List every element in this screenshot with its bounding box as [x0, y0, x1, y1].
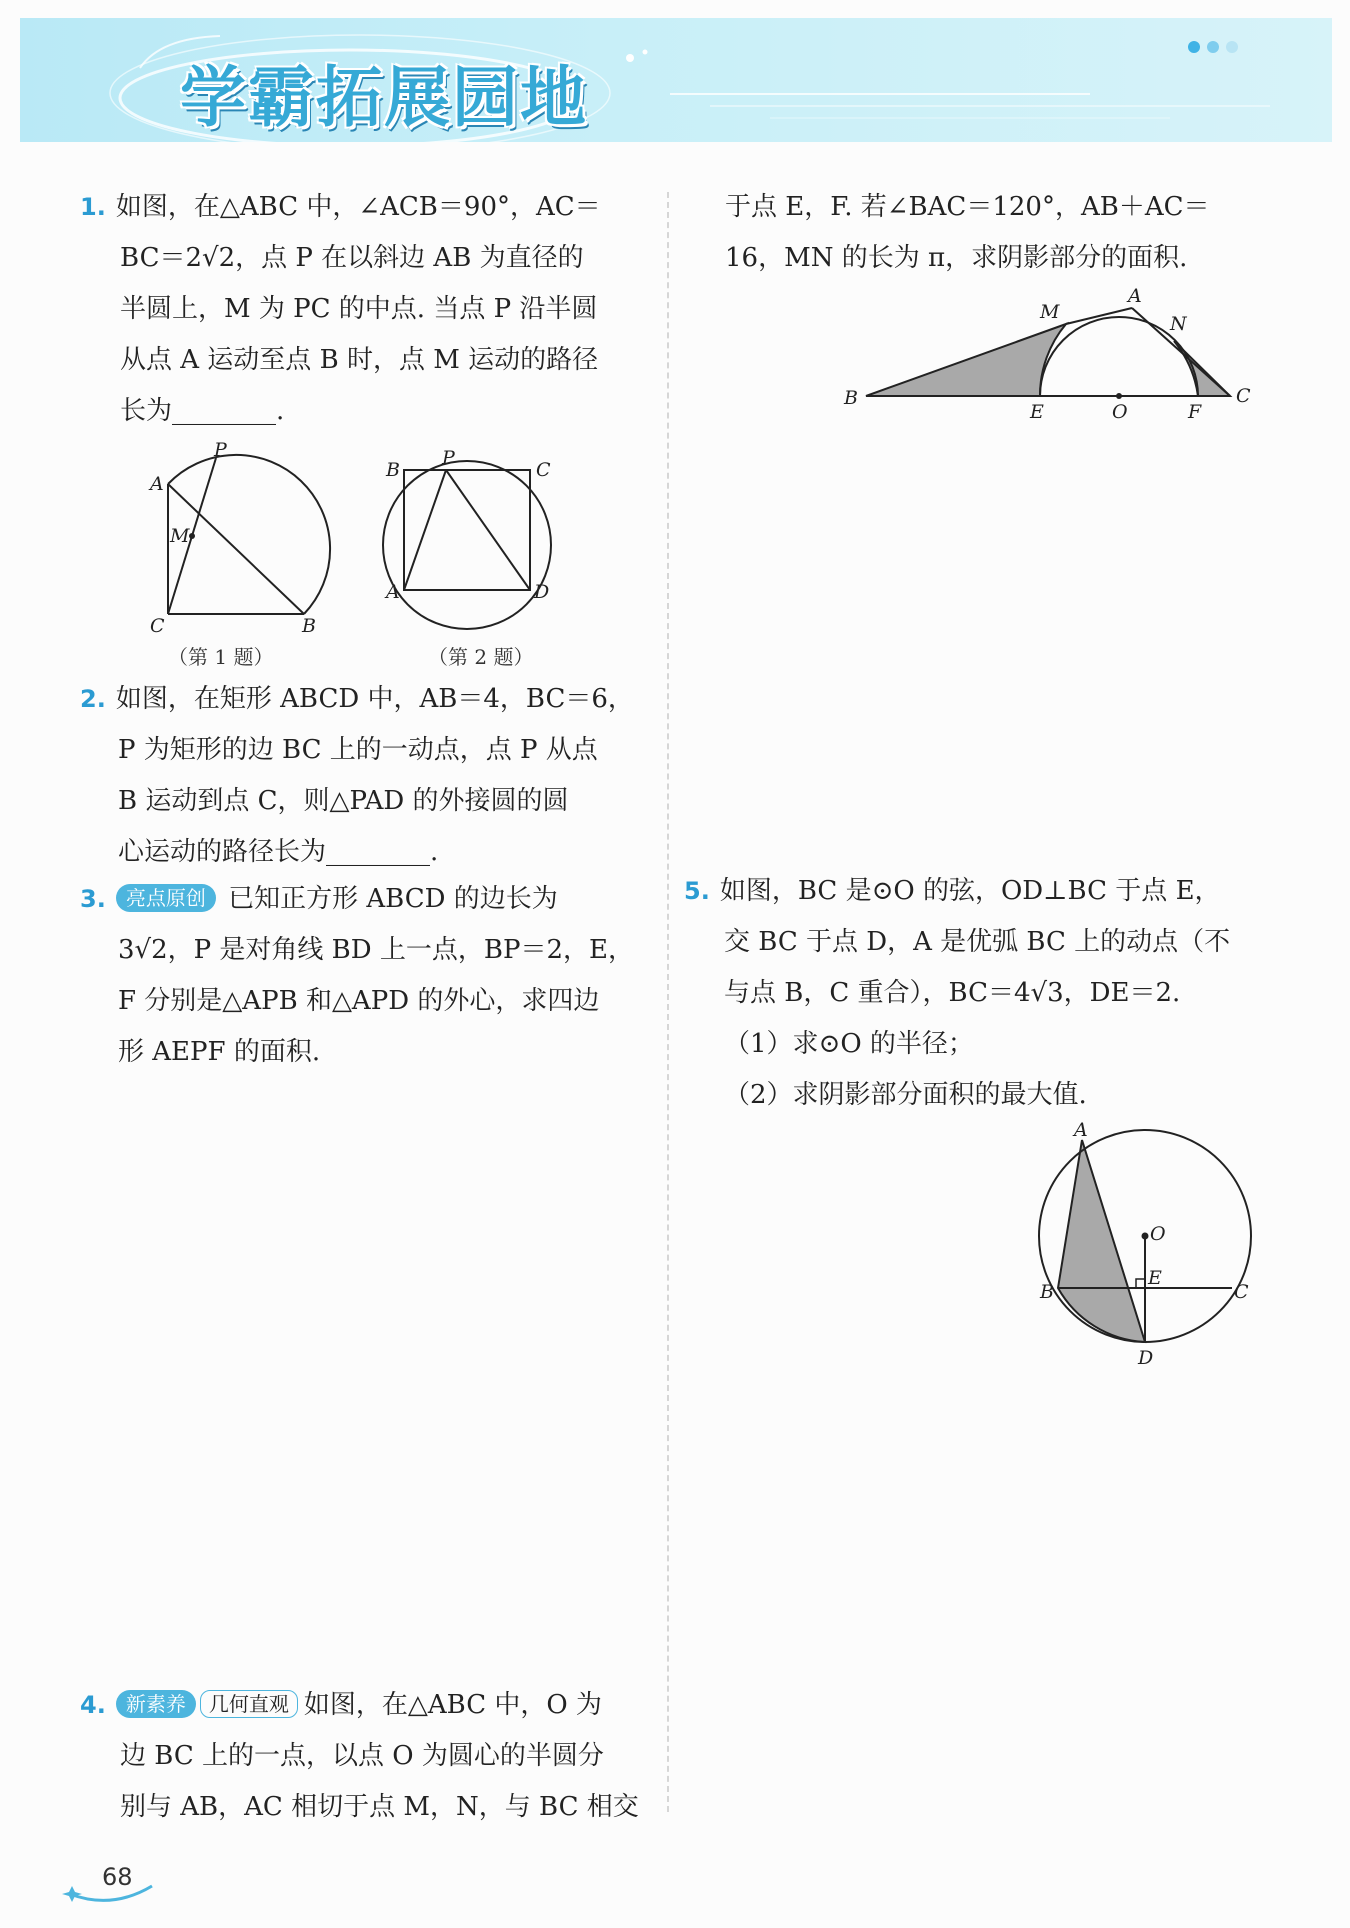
label-C: C [536, 459, 551, 481]
label-M: M [170, 525, 190, 547]
figure-1-caption: （第 1 题） [168, 645, 274, 669]
question-line: 3√2，P 是对角线 BD 上一点，BP＝2，E， [118, 935, 635, 965]
label-N: N [1170, 313, 1187, 335]
header-banner [20, 18, 1332, 142]
question-line: 于点 E，F. 若∠BAC＝120°，AB＋AC＝ [725, 192, 1210, 222]
figure-4 [840, 284, 1260, 424]
dot-2 [1207, 41, 1219, 53]
question-line: 如图，在矩形 ABCD 中，AB＝4，BC＝6， [115, 684, 634, 714]
label-E: E [1148, 1267, 1162, 1289]
question-line: 形 AEPF 的面积. [118, 1037, 321, 1067]
label-E: E [1030, 401, 1044, 423]
label-M: M [1040, 301, 1060, 323]
question-line: 半圆上，M 为 PC 的中点. 当点 P 沿半圆 [120, 294, 598, 324]
figure-2 [380, 448, 580, 644]
question-1 [80, 182, 650, 437]
label-P: P [442, 448, 455, 469]
label-O: O [1150, 1223, 1166, 1245]
label-B: B [386, 459, 400, 481]
question-line: 别与 AB，AC 相切于点 M，N，与 BC 相交 [120, 1792, 639, 1822]
label-A: A [1074, 1120, 1088, 1141]
question-line: （1）求⊙O 的半径； [724, 1029, 974, 1059]
label-C: C [1236, 385, 1251, 407]
question-5 [684, 866, 1284, 1121]
column-divider [667, 192, 669, 1812]
question-number: 2. [80, 685, 106, 713]
question-4-continued [725, 182, 1285, 284]
label-O: O [1112, 401, 1128, 423]
figure-5 [1030, 1120, 1270, 1370]
label-F: F [1188, 401, 1202, 423]
question-number: 4. [80, 1691, 106, 1719]
question-number: 5. [684, 877, 710, 905]
label-P: P [214, 440, 227, 461]
label-B: B [302, 615, 316, 637]
page-number: 68 [102, 1863, 133, 1891]
question-line: BC＝2√2，点 P 在以斜边 AB 为直径的 [120, 243, 584, 273]
question-line: F 分别是△APB 和△APD 的外心，求四边 [118, 986, 600, 1016]
section-title: 学霸拓展园地 [180, 59, 588, 136]
question-line: 如图，在△ABC 中，∠ACB＝90°，AC＝ [115, 192, 601, 222]
question-number: 1. [80, 193, 106, 221]
label-D: D [534, 581, 550, 603]
question-line: 如图，BC 是⊙O 的弦，OD⊥BC 于点 E， [719, 876, 1221, 906]
question-line: （2）求阴影部分面积的最大值. [724, 1080, 1087, 1110]
banner-lines-decoration [670, 88, 1320, 128]
label-B: B [1040, 1281, 1054, 1303]
question-line: 如图，在△ABC 中，O 为 [303, 1690, 602, 1720]
question-line: 从点 A 运动至点 B 时，点 M 运动的路径 [120, 345, 599, 375]
figure-2-caption: （第 2 题） [428, 645, 534, 669]
question-line: 16，MN 的长为 π，求阴影部分的面积. [725, 243, 1188, 273]
label-C: C [1234, 1281, 1249, 1303]
question-line: 已知正方形 ABCD 的边长为 [228, 884, 558, 914]
label-A: A [1128, 285, 1142, 307]
label-C: C [150, 615, 165, 637]
figure-1 [140, 440, 340, 640]
dot-3 [1226, 41, 1238, 53]
question-4 [80, 1680, 650, 1833]
label-B: B [844, 387, 858, 409]
question-line: 长为________. [120, 396, 285, 426]
question-number: 3. [80, 885, 106, 913]
tag-badge: 亮点原创 [116, 884, 216, 912]
question-line: P 为矩形的边 BC 上的一动点，点 P 从点 [118, 735, 598, 765]
banner-dots [1181, 38, 1238, 57]
label-A: A [386, 581, 400, 603]
question-line: 边 BC 上的一点，以点 O 为圆心的半圆分 [120, 1741, 604, 1771]
question-line: 心运动的路径长为________. [118, 837, 439, 867]
question-line: B 运动到点 C，则△PAD 的外接圆的圆 [118, 786, 569, 816]
label-D: D [1138, 1347, 1154, 1369]
question-3 [80, 874, 650, 1078]
tag-badge-secondary: 几何直观 [200, 1690, 298, 1718]
dot-1 [1188, 41, 1200, 53]
tag-badge: 新素养 [116, 1690, 196, 1718]
label-A: A [150, 473, 164, 495]
question-2 [80, 674, 650, 878]
question-line: 交 BC 于点 D，A 是优弧 BC 上的动点（不 [724, 927, 1231, 957]
question-line: 与点 B，C 重合），BC＝4√3，DE＝2. [724, 978, 1181, 1008]
